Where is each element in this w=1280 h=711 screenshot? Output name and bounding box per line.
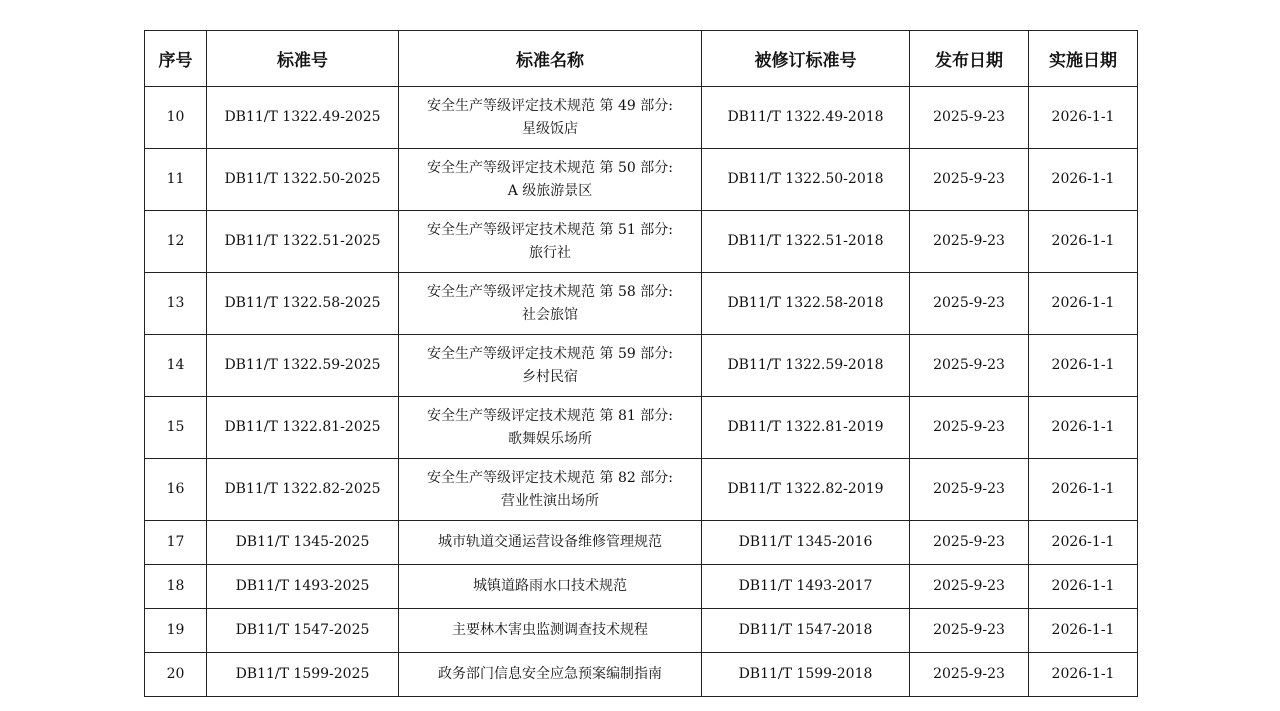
cell-std-name (399, 149, 702, 211)
cell-release-date: 2025-9-23 (910, 565, 1029, 609)
std-name-line-1: 安全生产等级评定技术规范 第 81 部分: (427, 407, 673, 424)
cell-seq: 19 (145, 609, 207, 653)
cell-seq: 14 (145, 335, 207, 397)
std-name-line-1: 政务部门信息安全应急预案编制指南 (438, 666, 662, 682)
table-row (145, 397, 1138, 459)
header-release-date: 发布日期 (910, 31, 1029, 87)
cell-release-date: 2025-9-23 (910, 609, 1029, 653)
cell-seq: 20 (145, 653, 207, 697)
cell-std-no: DB11/T 1322.82-2025 (207, 459, 399, 521)
table-row (145, 87, 1138, 149)
cell-revised-no: DB11/T 1322.81-2019 (702, 397, 910, 459)
table-row (145, 149, 1138, 211)
std-name-line-2: 社会旅馆 (522, 306, 578, 323)
cell-std-no: DB11/T 1322.58-2025 (207, 273, 399, 335)
header-std-no: 标准号 (207, 31, 399, 87)
cell-seq: 11 (145, 149, 207, 211)
cell-std-no: DB11/T 1345-2025 (207, 521, 399, 565)
cell-impl-date: 2026-1-1 (1029, 273, 1138, 335)
std-name-line-1: 安全生产等级评定技术规范 第 59 部分: (427, 345, 673, 362)
cell-release-date: 2025-9-23 (910, 149, 1029, 211)
cell-release-date: 2025-9-23 (910, 653, 1029, 697)
cell-release-date: 2025-9-23 (910, 335, 1029, 397)
cell-std-no: DB11/T 1493-2025 (207, 565, 399, 609)
table-row (145, 459, 1138, 521)
cell-std-name (399, 87, 702, 149)
cell-impl-date: 2026-1-1 (1029, 335, 1138, 397)
cell-std-name (399, 521, 702, 565)
cell-seq: 13 (145, 273, 207, 335)
cell-impl-date: 2026-1-1 (1029, 653, 1138, 697)
cell-seq: 17 (145, 521, 207, 565)
cell-revised-no: DB11/T 1322.82-2019 (702, 459, 910, 521)
header-seq: 序号 (145, 31, 207, 87)
cell-release-date: 2025-9-23 (910, 211, 1029, 273)
cell-std-no: DB11/T 1599-2025 (207, 653, 399, 697)
cell-impl-date: 2026-1-1 (1029, 149, 1138, 211)
cell-seq: 16 (145, 459, 207, 521)
cell-impl-date: 2026-1-1 (1029, 521, 1138, 565)
cell-impl-date: 2026-1-1 (1029, 397, 1138, 459)
cell-revised-no: DB11/T 1322.50-2018 (702, 149, 910, 211)
cell-revised-no: DB11/T 1322.51-2018 (702, 211, 910, 273)
std-name-line-1: 安全生产等级评定技术规范 第 49 部分: (427, 97, 673, 114)
cell-std-name (399, 459, 702, 521)
std-name-line-1: 安全生产等级评定技术规范 第 58 部分: (427, 283, 673, 300)
cell-seq: 15 (145, 397, 207, 459)
cell-seq: 12 (145, 211, 207, 273)
cell-release-date: 2025-9-23 (910, 397, 1029, 459)
table-row (145, 211, 1138, 273)
cell-release-date: 2025-9-23 (910, 273, 1029, 335)
std-name-line-2: A 级旅游景区 (507, 182, 593, 199)
cell-release-date: 2025-9-23 (910, 87, 1029, 149)
cell-release-date: 2025-9-23 (910, 459, 1029, 521)
header-std-name: 标准名称 (399, 31, 702, 87)
std-name-line-1: 安全生产等级评定技术规范 第 82 部分: (427, 469, 673, 486)
cell-revised-no: DB11/T 1493-2017 (702, 565, 910, 609)
std-name-line-1: 城市轨道交通运营设备维修管理规范 (438, 534, 662, 550)
cell-std-name (399, 211, 702, 273)
cell-std-name (399, 335, 702, 397)
cell-revised-no: DB11/T 1547-2018 (702, 609, 910, 653)
cell-std-name (399, 565, 702, 609)
std-name-line-1: 安全生产等级评定技术规范 第 51 部分: (427, 221, 673, 238)
std-name-line-1: 主要林木害虫监测调查技术规程 (452, 622, 648, 638)
std-name-line-2: 营业性演出场所 (501, 492, 599, 509)
cell-impl-date: 2026-1-1 (1029, 211, 1138, 273)
table-row (145, 521, 1138, 565)
cell-std-name (399, 273, 702, 335)
cell-release-date: 2025-9-23 (910, 521, 1029, 565)
cell-revised-no: DB11/T 1322.49-2018 (702, 87, 910, 149)
cell-std-no: DB11/T 1322.81-2025 (207, 397, 399, 459)
standards-table (144, 30, 1138, 697)
cell-impl-date: 2026-1-1 (1029, 609, 1138, 653)
table-row (145, 609, 1138, 653)
std-name-line-2: 星级饭店 (522, 120, 578, 137)
cell-std-name (399, 653, 702, 697)
cell-impl-date: 2026-1-1 (1029, 459, 1138, 521)
header-impl-date: 实施日期 (1029, 31, 1138, 87)
header-revised-no: 被修订标准号 (702, 31, 910, 87)
table-header-row (145, 31, 1138, 87)
cell-std-no: DB11/T 1322.59-2025 (207, 335, 399, 397)
cell-impl-date: 2026-1-1 (1029, 87, 1138, 149)
cell-std-name (399, 609, 702, 653)
cell-std-name (399, 397, 702, 459)
cell-seq: 10 (145, 87, 207, 149)
cell-revised-no: DB11/T 1345-2016 (702, 521, 910, 565)
std-name-line-2: 歌舞娱乐场所 (508, 430, 592, 447)
cell-revised-no: DB11/T 1322.58-2018 (702, 273, 910, 335)
cell-std-no: DB11/T 1547-2025 (207, 609, 399, 653)
std-name-line-1: 城镇道路雨水口技术规范 (473, 578, 627, 594)
table-row (145, 565, 1138, 609)
table-row (145, 335, 1138, 397)
cell-impl-date: 2026-1-1 (1029, 565, 1138, 609)
cell-std-no: DB11/T 1322.49-2025 (207, 87, 399, 149)
std-name-line-2: 乡村民宿 (522, 368, 578, 385)
std-name-line-1: 安全生产等级评定技术规范 第 50 部分: (427, 159, 673, 176)
cell-std-no: DB11/T 1322.51-2025 (207, 211, 399, 273)
cell-seq: 18 (145, 565, 207, 609)
table-row (145, 273, 1138, 335)
std-name-line-2: 旅行社 (529, 244, 571, 261)
cell-revised-no: DB11/T 1322.59-2018 (702, 335, 910, 397)
table-row (145, 653, 1138, 697)
cell-revised-no: DB11/T 1599-2018 (702, 653, 910, 697)
cell-std-no: DB11/T 1322.50-2025 (207, 149, 399, 211)
